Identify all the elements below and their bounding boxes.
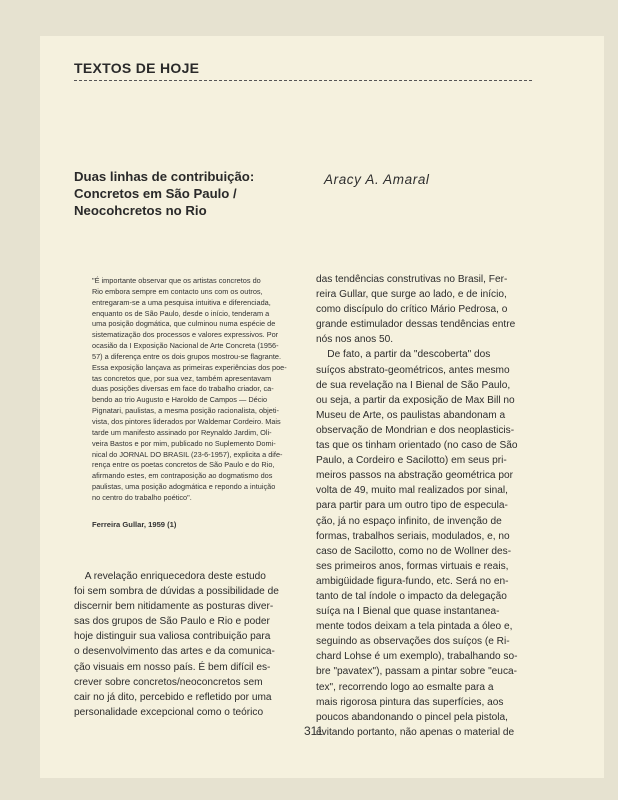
body-line: ou seja, a partir da exposição de Max Bill no — [316, 394, 515, 406]
quote-line: tas concretos que, por sua vez, também apresentavam — [92, 373, 272, 383]
body-line: cair no já dito, percebido e refletido por uma — [74, 691, 272, 703]
body-line: mais rigorosa pintura das superfícies, aos — [316, 696, 504, 708]
body-line: para partir para um outro tipo de especula- — [316, 500, 508, 512]
body-line: volta de 49, muito mal realizados por sinal, — [316, 485, 508, 497]
page-number: 311 — [304, 724, 324, 738]
body-line: formas, trabalhos seriais, modulados, e, no — [316, 530, 510, 542]
body-line: de sua revelação na I Bienal de São Paulo, — [316, 379, 511, 391]
body-left-column — [74, 569, 304, 720]
quote-line: enquanto os de São Paulo, desde o início, tenderam a — [92, 308, 270, 318]
book-page — [40, 36, 604, 778]
body-line: evitando portanto, não apenas o material de — [316, 726, 515, 738]
body-line: tex", recorrendo logo ao esmalte para a — [316, 681, 494, 693]
body-line: seguindo as observações dos suíços (e Ri- — [316, 636, 510, 648]
article-title — [74, 168, 314, 219]
quote-line: paulistas, uma posição adogmática e repondo a intuição — [92, 482, 276, 492]
body-line: ambigüidade figura-fundo, etc. Será no en- — [316, 575, 509, 587]
body-line: sas dos grupos de São Paulo e Rio e poder — [74, 616, 270, 628]
title-line: Neocohcretos no Rio — [74, 203, 207, 218]
body-line: Museu de Arte, os paulistas abandonam a — [316, 409, 506, 421]
body-line: ses primeiros anos, formas virtuais e reais, — [316, 560, 509, 572]
quote-line: Rio embora sempre em contacto uns com os outros, — [92, 286, 263, 296]
quote-line: afirmando estes, em contraposição ao dogmatismo dos — [92, 471, 273, 481]
body-line: meiros passos na abstração geométrica por — [316, 470, 513, 482]
body-line: suíça na I Bienal que quase instantanea- — [316, 606, 500, 618]
quote-line: Pignatari, paulistas, a mesma posição racionalista, objeti- — [92, 406, 279, 416]
body-line: tanto de tal índole o impacto da delegação — [316, 590, 507, 602]
quote-line: uma posição dogmática, que culminou numa espécie de — [92, 319, 276, 329]
quote-line: bendo ao trio Augusto e Haroldo de Campos — Décio — [92, 395, 268, 405]
body-line: De fato, a partir da "descoberta" dos — [316, 349, 491, 361]
body-line: grande estimulador dessas tendências entre — [316, 319, 516, 331]
body-line: A revelação enriquecedora deste estudo — [74, 571, 266, 582]
quote-line: sistematização dos processos e valores expressivos. Por — [92, 330, 279, 340]
body-line: nós nos anos 50. — [316, 334, 394, 346]
body-line: suíços abstrato-geométricos, antes mesmo — [316, 364, 510, 376]
quote-line: rença entre os poetas concretos de São Paulo e do Rio, — [92, 460, 275, 470]
article-author: Aracy A. Amaral — [324, 172, 430, 187]
body-line: hoje distinguir sua valiosa contribuição para — [74, 631, 271, 643]
quote-line: ocasião da I Exposição Nacional de Arte Concreta (1956- — [92, 341, 279, 351]
body-line: personalidade excepcional como o teórico — [74, 706, 264, 718]
title-line: Concretos em São Paulo / — [74, 186, 237, 201]
body-line: discernir bem nitidamente as posturas diver- — [74, 601, 274, 613]
title-line: Duas linhas de contribuição: — [74, 169, 255, 184]
body-line: poucos abandonando o pincel pela pistola, — [316, 711, 508, 723]
body-line: ção, já no espaço infinito, de invenção de — [316, 515, 502, 527]
body-line: tas que os tinham orientado (no caso de São — [316, 440, 518, 452]
quote-line: entregaram-se a uma pesquisa intuitiva e diferenciada, — [92, 297, 271, 307]
quote-line: vista, dos pintores liderados por Waldemar Cordeiro. Mais — [92, 416, 281, 426]
body-line: caso de Sacilotto, como no de Wollner des- — [316, 545, 512, 557]
body-line: o desenvolvimento das artes e da comunica- — [74, 646, 275, 658]
quote-line: no centro do trabalho poético". — [92, 492, 192, 502]
body-line: ção visuais em nosso país. É bem difícil es- — [74, 661, 271, 673]
body-right-column — [316, 272, 546, 740]
quote-line: "É importante observar que os artistas concretos do — [92, 276, 261, 285]
quote-line: nical do JORNAL DO BRASIL (23-6-1957), explicita a dife- — [92, 449, 283, 459]
body-line: mente todos deixam a tela pintada a óleo e, — [316, 621, 513, 633]
body-line: foi sem sombra de dúvidas a possibilidade de — [74, 586, 279, 598]
quote-line: Essa exposição lançava as primeiras experiências dos poe- — [92, 362, 287, 372]
body-line: das tendências construtivas no Brasil, Fer- — [316, 274, 508, 285]
body-line: crever sobre concretos/neoconcretos sem — [74, 676, 263, 688]
body-line: como discípulo do crítico Mário Pedrosa, o — [316, 304, 508, 316]
body-line: bre "pavatex"), passam a pintar sobre "euca- — [316, 666, 518, 678]
body-line: reira Gullar, que surge ao lado, e de início, — [316, 289, 507, 301]
quote-line: 57) a diferença entre os dois grupos mostrou-se flagrante. — [92, 351, 282, 361]
body-line: chard Lohse é um exemplo), trabalhando so- — [316, 651, 518, 663]
quote-line: tarde um manifesto assinado por Reynaldo Jardim, Oli- — [92, 427, 272, 437]
body-line: Paulo, a Cordeiro e Sacilotto) em seus pri- — [316, 455, 507, 467]
quote-line: duas posições diversas em face do trabalho criador, ca- — [92, 384, 274, 394]
header-rule — [74, 80, 532, 81]
quote-citation: Ferreira Gullar, 1959 (1) — [92, 520, 177, 529]
section-header: TEXTOS DE HOJE — [74, 60, 200, 76]
epigraph-quote — [92, 276, 304, 504]
quote-line: veira Bastos e por mim, publicado no Suplemento Domi- — [92, 438, 276, 448]
body-line: observação de Mondrian e dos neoplasticis- — [316, 424, 515, 436]
